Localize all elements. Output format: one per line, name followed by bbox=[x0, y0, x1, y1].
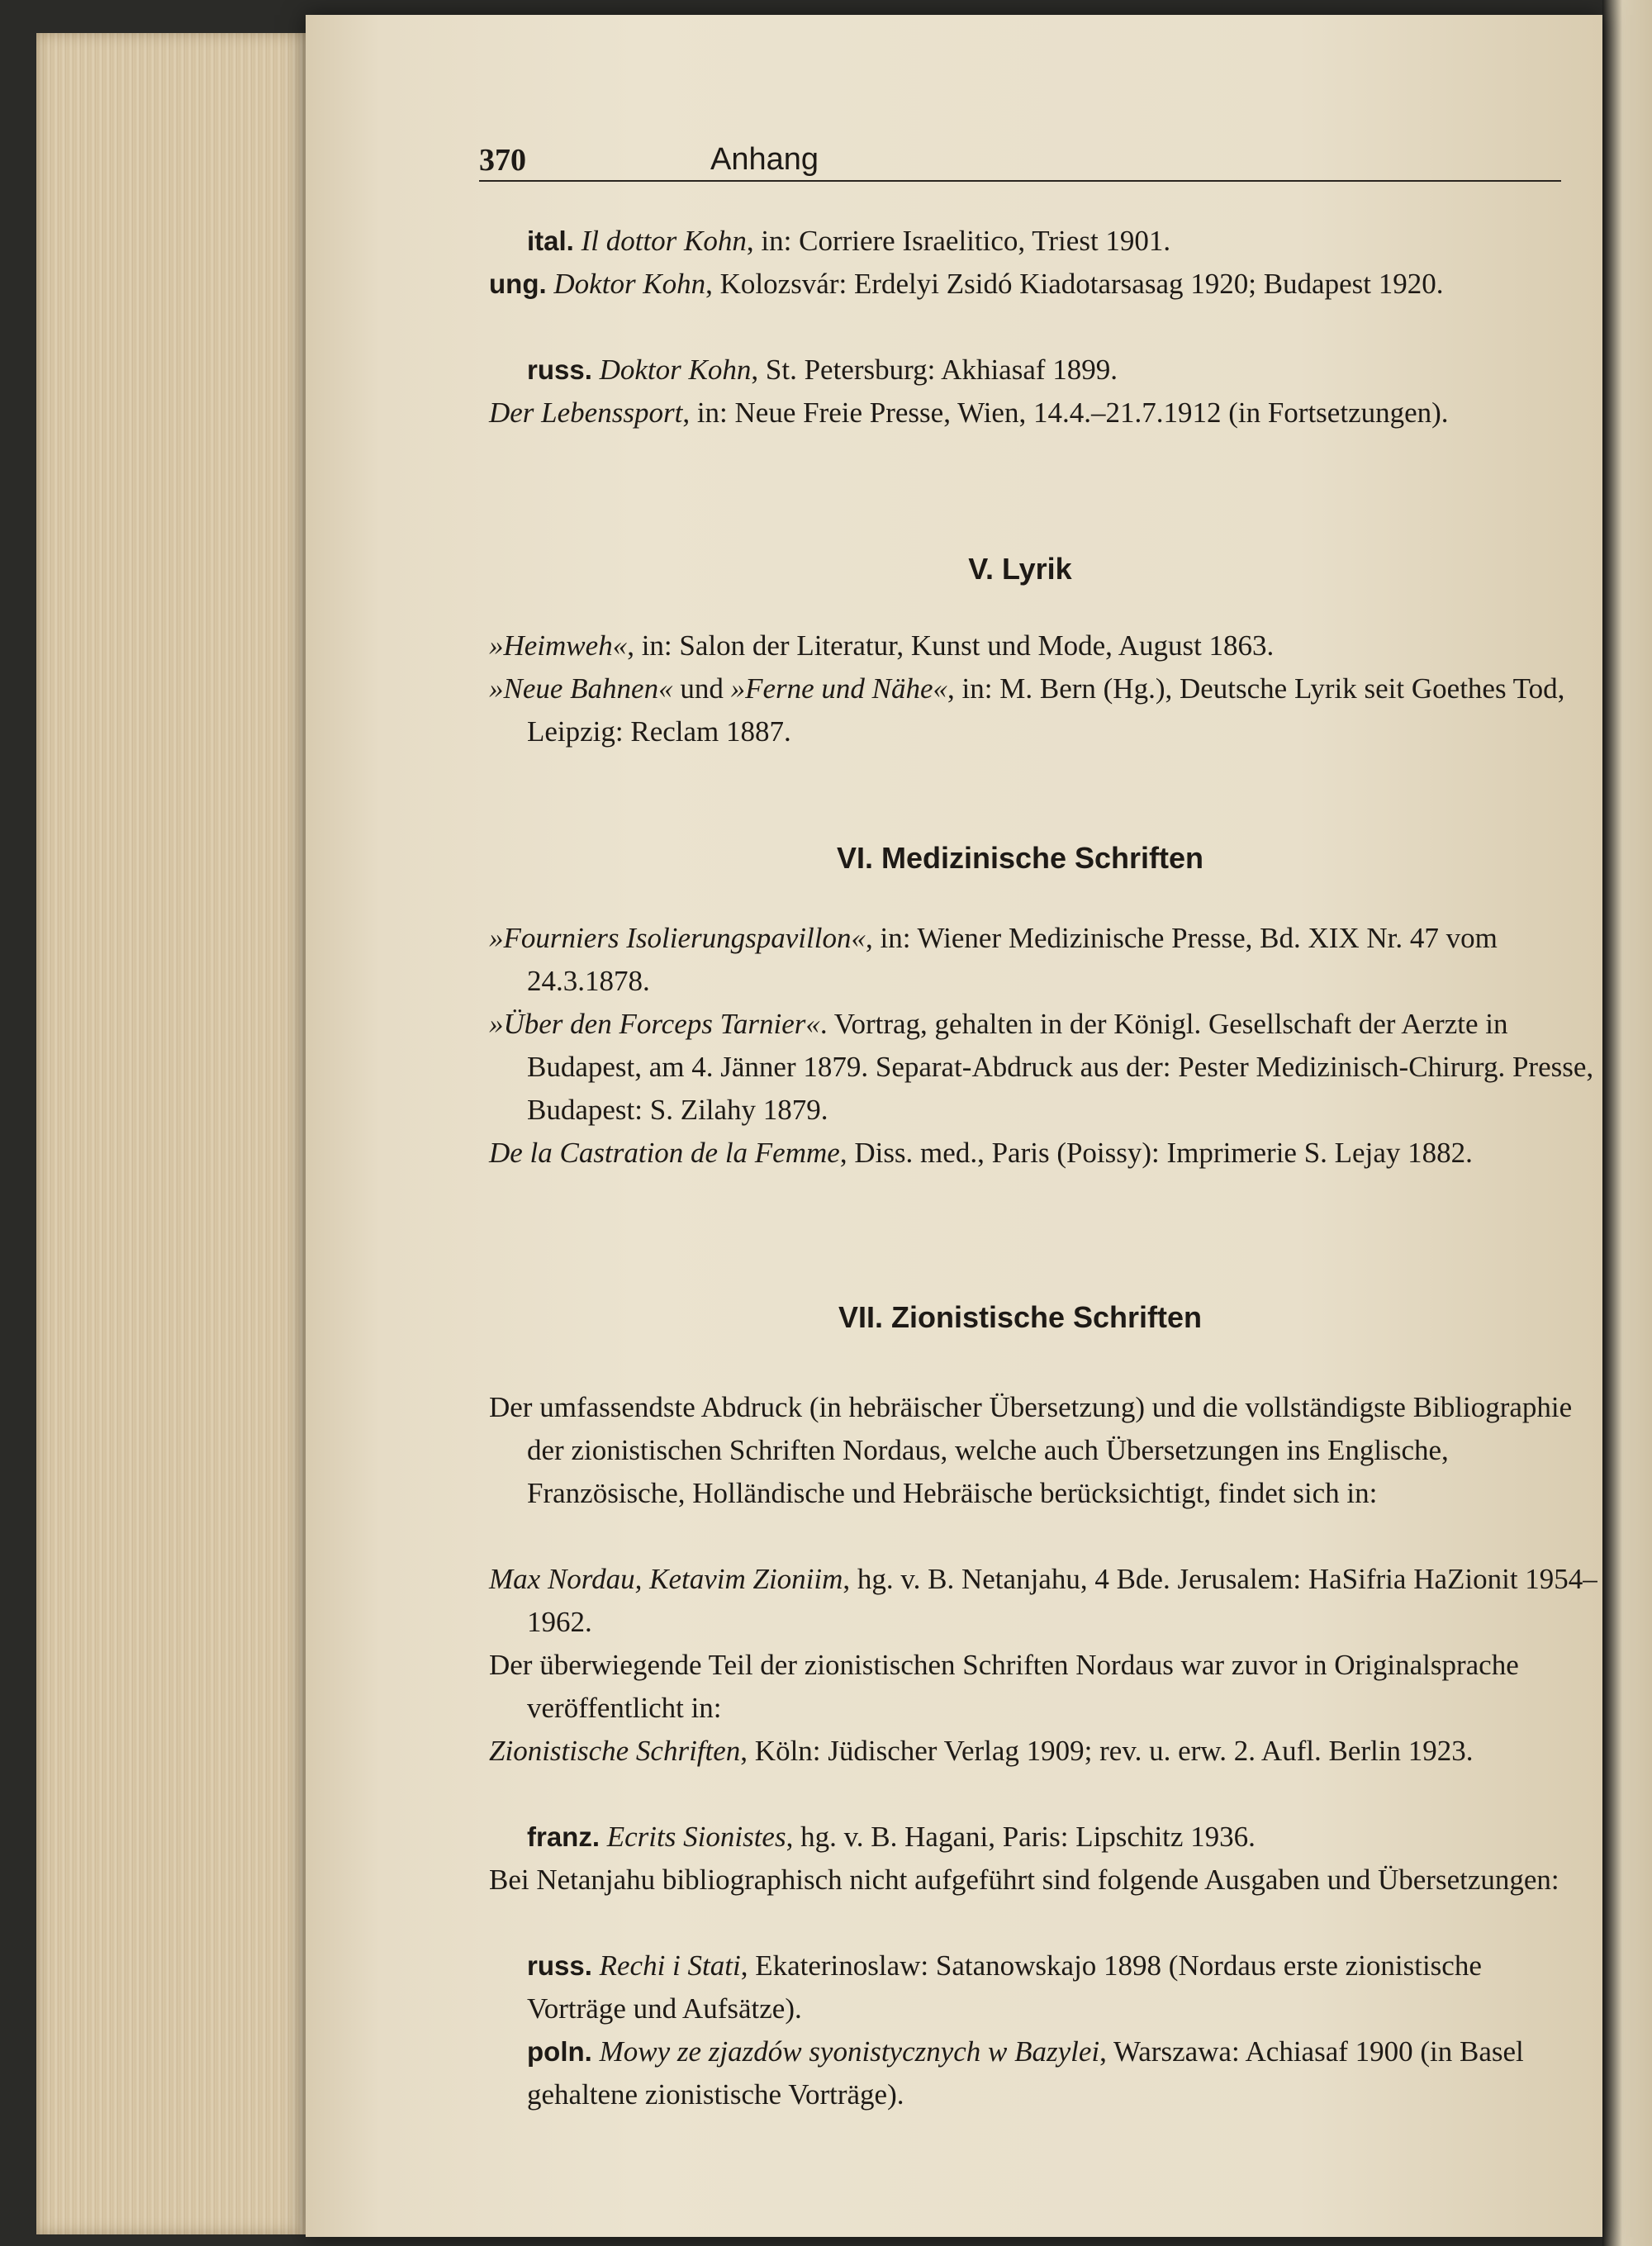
language-label: ital. bbox=[527, 226, 574, 256]
work-title: Max Nordau, Ketavim Zioniim bbox=[489, 1563, 843, 1595]
language-label: poln. bbox=[527, 2036, 592, 2067]
header-rule bbox=[479, 180, 1561, 182]
entry-details: , Köln: Jüdischer Verlag 1909; rev. u. erw. 2. Aufl. Berlin 1923. bbox=[740, 1735, 1474, 1767]
section-heading-medizin: VI. Medizinische Schriften bbox=[836, 841, 1204, 875]
bib-entry bbox=[489, 263, 1559, 306]
language-label: ung. bbox=[489, 268, 547, 299]
entry-details: , hg. v. B. Hagani, Paris: Lipschitz 1936. bbox=[786, 1821, 1256, 1853]
section-heading-lyrik: V. Lyrik bbox=[968, 552, 1072, 586]
bib-entry bbox=[489, 1558, 1601, 1644]
bib-entry bbox=[527, 349, 1559, 392]
bib-entry bbox=[489, 392, 1601, 434]
language-label: franz. bbox=[527, 1821, 601, 1852]
entry-details: , in: Salon der Literatur, Kunst und Mode, August 1863. bbox=[627, 629, 1275, 662]
entry-details: , Diss. med., Paris (Poissy): Imprimerie S. Lejay 1882. bbox=[839, 1137, 1473, 1169]
bib-entry bbox=[489, 667, 1601, 753]
bib-entry bbox=[527, 1816, 1559, 1859]
entry-details: , in: Corriere Israelitico, Triest 1901. bbox=[746, 225, 1171, 257]
bib-entry bbox=[527, 220, 1559, 263]
bib-entry bbox=[489, 1132, 1601, 1175]
work-title: Der Lebenssport bbox=[489, 396, 683, 429]
book-page bbox=[306, 15, 1602, 2237]
entry-details: , hg. v. B. Netanjahu, 4 Bde. Jerusalem: HaSifria HaZionit 1954–1962. bbox=[527, 1563, 1597, 1638]
entry-details: , in: Wiener Medizinische Presse, Bd. XIX Nr. 47 vom 24.3.1878. bbox=[527, 922, 1498, 997]
work-title: »Über den Forceps Tarnier« bbox=[489, 1008, 820, 1040]
book-page-edges bbox=[36, 33, 309, 2234]
entry-details: , Warszawa: Achiasaf 1900 (in Basel gehaltene zionistische Vorträge). bbox=[527, 2035, 1524, 2111]
entry-details: , in: M. Bern (Hg.), Deutsche Lyrik seit Goethes Tod, Leipzig: Reclam 1887. bbox=[527, 672, 1565, 748]
entry-details: , St. Petersburg: Akhiasaf 1899. bbox=[751, 354, 1118, 386]
entry-details: , in: Neue Freie Presse, Wien, 14.4.–21.7.1912 (in Fortsetzungen). bbox=[682, 396, 1449, 429]
section-heading-zionistisch: VII. Zionistische Schriften bbox=[838, 1300, 1203, 1334]
work-title: Zionistische Schriften bbox=[489, 1735, 741, 1767]
bib-entry bbox=[527, 2030, 1559, 2116]
entry-details: , Ekaterinoslaw: Satanowskajo 1898 (Nordaus erste zionistische Vorträge und Aufsätze). bbox=[527, 1949, 1482, 2025]
running-title: Anhang bbox=[710, 142, 819, 177]
paragraph: Der überwiegende Teil der zionistischen Schriften Nordaus war zuvor in Originalsprache veröffentlicht in: bbox=[489, 1649, 1519, 1724]
language-label: russ. bbox=[527, 354, 592, 385]
entry-details: . Vortrag, gehalten in der Königl. Gesellschaft der Aerzte in Budapest, am 4. Jänner 1879. Separat-Abdruck aus der: Pester Medizinisch-Chirurg. Presse, Budapest: S. Zilahy 1879. bbox=[527, 1008, 1594, 1126]
bib-entry bbox=[527, 1944, 1559, 2030]
bib-entry bbox=[489, 917, 1601, 1003]
work-title: De la Castration de la Femme bbox=[489, 1137, 840, 1169]
work-title: Doktor Kohn bbox=[599, 354, 752, 386]
entry-details: , Kolozsvár: Erdelyi Zsidó Kiadotarsasag 1920; Budapest 1920. bbox=[705, 268, 1444, 300]
work-title: Rechi i Stati bbox=[599, 1949, 741, 1982]
work-title: »Ferne und Nähe« bbox=[730, 672, 948, 705]
paragraph: Bei Netanjahu bibliographisch nicht aufgeführt sind folgende Ausgaben und Übersetzungen: bbox=[489, 1864, 1559, 1896]
facing-page-strip bbox=[1602, 0, 1652, 2246]
entry-connector: und bbox=[672, 672, 731, 705]
work-title: Il dottor Kohn bbox=[581, 225, 747, 257]
bib-entry bbox=[489, 1730, 1601, 1773]
bib-entry bbox=[489, 624, 1601, 667]
work-title: »Heimweh« bbox=[489, 629, 628, 662]
work-title: Doktor Kohn bbox=[553, 268, 706, 300]
work-title: Ecrits Sionistes bbox=[606, 1821, 786, 1853]
bib-entry bbox=[489, 1003, 1601, 1132]
work-title: »Neue Bahnen« bbox=[489, 672, 673, 705]
work-title: »Fourniers Isolierungspavillon« bbox=[489, 922, 866, 954]
paragraph: Der umfassendste Abdruck (in hebräischer Übersetzung) und die vollständigste Bibliographie der zionistischen Schriften Nordaus, welche auch Übersetzungen ins Englische, Französische, Holländische und Hebräische berücksichtigt, findet sich in: bbox=[489, 1391, 1573, 1509]
page-number: 370 bbox=[479, 143, 526, 178]
language-label: russ. bbox=[527, 1950, 592, 1981]
running-head bbox=[479, 137, 1470, 187]
work-title: Mowy ze zjazdów syonistycznych w Bazylei bbox=[599, 2035, 1100, 2068]
